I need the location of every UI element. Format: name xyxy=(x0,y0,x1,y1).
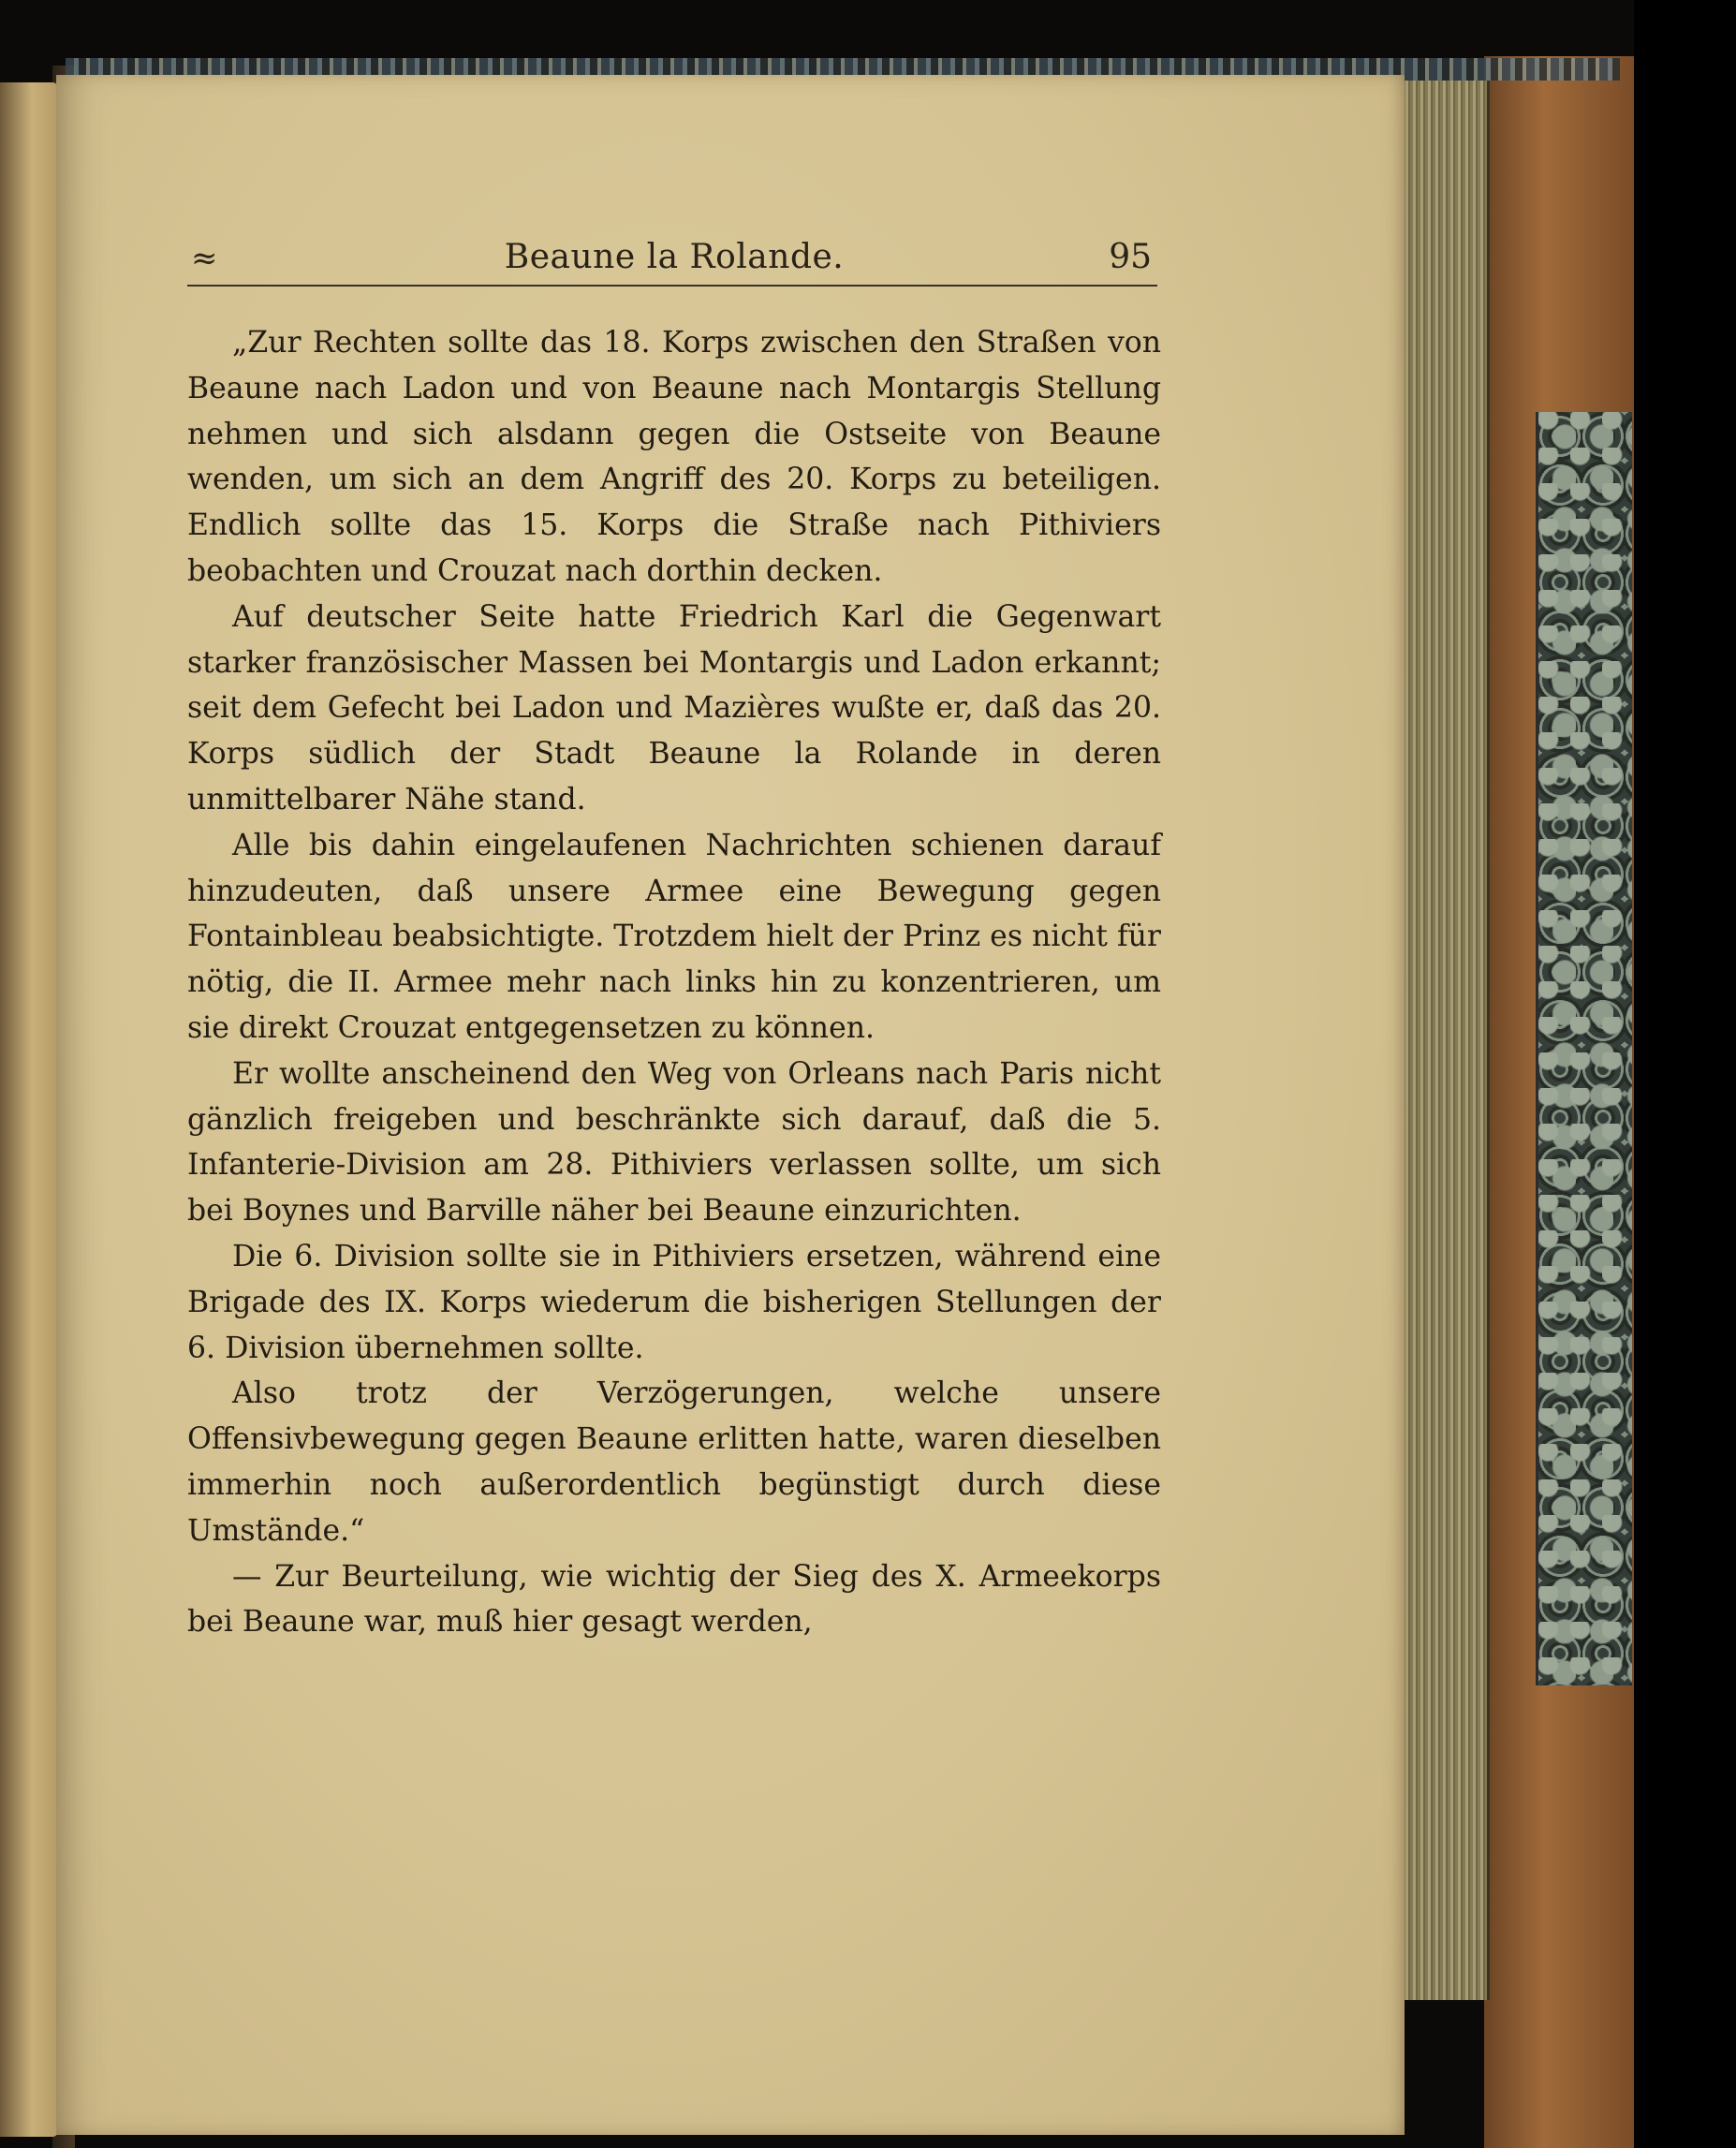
paragraph: Auf deutscher Seite hatte Friedrich Karl die Gegenwart starker französischer Massen bei Montargis und Ladon erkannt; seit dem Gefecht bei Ladon und Mazières wußte er, daß das 20. Korps südlich der Stadt Beaune la Rolande in deren unmittelbarer Nähe stand. xyxy=(187,599,1161,817)
ornament-icon: ≈ xyxy=(191,240,218,277)
left-page-edge xyxy=(0,82,58,2137)
running-head xyxy=(187,234,1161,279)
running-title: Beaune la Rolande. xyxy=(504,238,845,276)
body-text xyxy=(187,320,1161,1645)
paragraph: — Zur Beurteilung, wie wichtig der Sieg des X. Armeekorps bei Beaune war, muß hier gesagt werden, xyxy=(187,1559,1161,1640)
paragraph: Alle bis dahin eingelaufenen Nachrichten schienen darauf hinzudeuten, daß unsere Armee eine Bewegung gegen Fontainbleau beabsichtigte. Trotzdem hielt der Prinz es nicht für nötig, die II. Armee mehr nach links hin zu konzentrieren, um sie direkt Crouzat entgegensetzen zu können. xyxy=(187,828,1161,1045)
paragraph: Also trotz der Verzögerungen, welche unsere Offensivbewegung gegen Beaune erlitten hatte, waren dieselben immerhin noch außerordentlich begünstigt durch diese Umstände.“ xyxy=(187,1376,1161,1548)
page-block-edges xyxy=(1403,81,1490,2000)
page-number: 95 xyxy=(1109,238,1152,276)
background-dark-edge xyxy=(1634,0,1736,2148)
marbled-cover-pattern xyxy=(1536,412,1632,1685)
paragraph: Die 6. Division sollte sie in Pithiviers ersetzen, während eine Brigade des IX. Korps wiederum die bisherigen Stellungen der 6. Division übernehmen sollte. xyxy=(187,1239,1161,1365)
header-rule xyxy=(187,285,1157,287)
paragraph: „Zur Rechten sollte das 18. Korps zwischen den Straßen von Beaune nach Ladon und von Beaune nach Montargis Stellung nehmen und sich alsdann gegen die Ostseite von Beaune wenden, um sich an dem Angriff des 20. Korps zu beteiligen. Endlich sollte das 15. Korps die Straße nach Pithiviers beobachten und Crouzat nach dorthin decken. xyxy=(187,326,1161,588)
paragraph: Er wollte anscheinend den Weg von Orleans nach Paris nicht gänzlich freigeben und beschränkte sich darauf, daß die 5. Infanterie-Division am 28. Pithiviers verlassen sollte, um sich bei Boynes und Barville näher bei Beaune einzurichten. xyxy=(187,1056,1161,1228)
